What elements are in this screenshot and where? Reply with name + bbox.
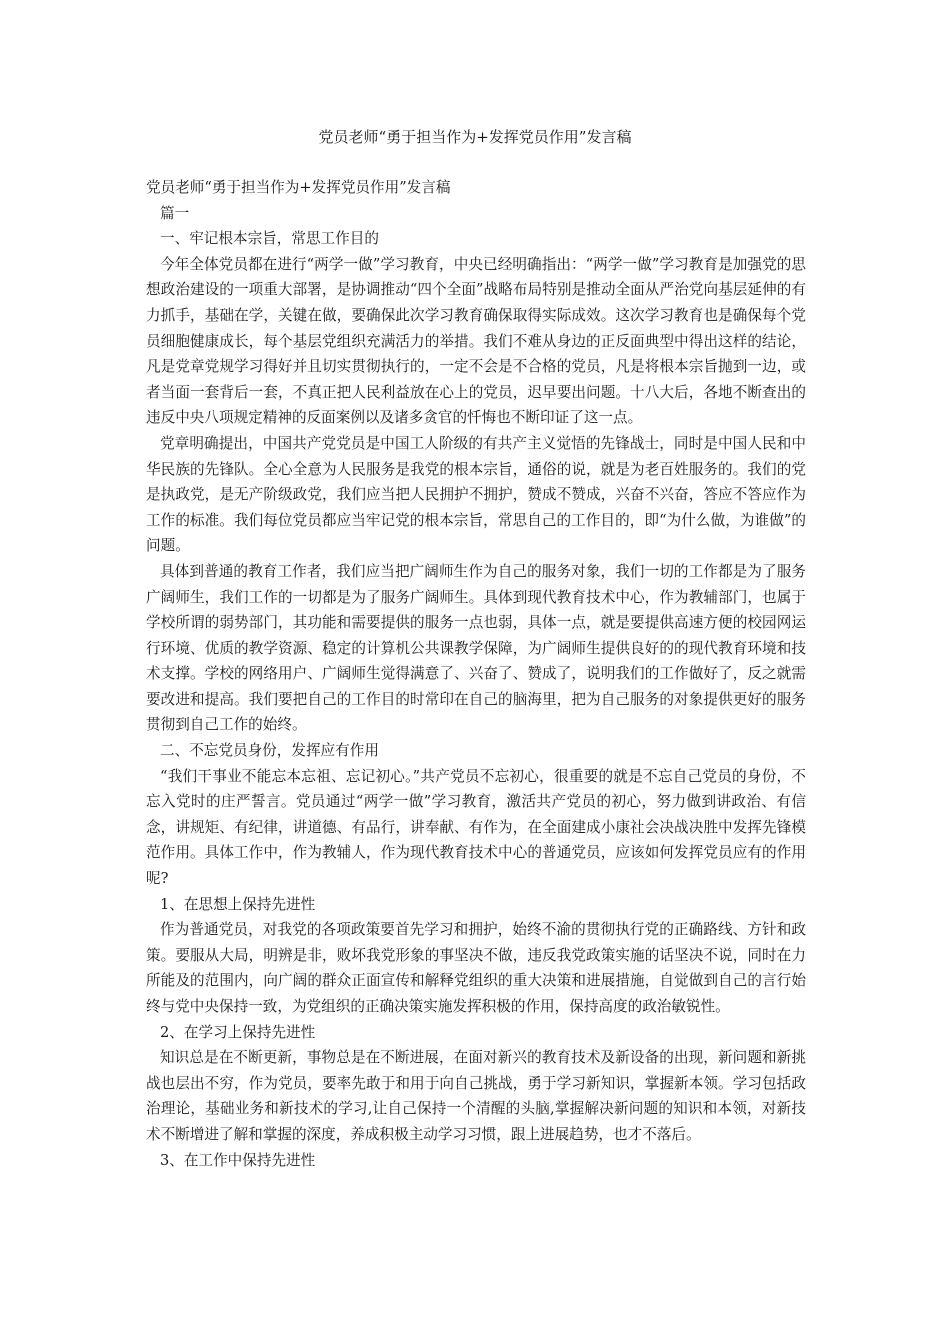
subtitle: 党员老师“勇于担当作为+发挥党员作用”发言稿 [146,179,451,196]
subsection-heading: 3、在工作中保持先进性 [160,1151,316,1169]
paragraph: “我们干事业不能忘本忘祖、忘记初心。”共产党员不忘初心，很重要的就是不忘自己党员的身份，不忘入党时的庄严誓言。党员通过“两学一做”学习教育，激活共产党员的初心，努力做到讲政治、有信念，讲规矩、有纪律，讲道德、有品行，讲奉献、有作为，在全面建成小康社会决战决胜中发挥先锋模范作用。具体工作中，作为教辅人，作为现代教育技术中心的普通党员，应该如何发挥党员应有的作用呢? [146,767,806,888]
paragraph: 今年全体党员都在进行“两学一做”学习教育，中央已经明确指出：“两学一做”学习教育是加强党的思想政治建设的一项重大部署，是协调推动“四个全面”战略布局特别是推动全面从严治党向基层延伸的有力抓手，基础在学，关键在做，要确保此次学习教育确保取得实际成效。这次学习教育也是确保每个党员细胞健康成长，每个基层党组织充满活力的举措。我们不难从身边的正反面典型中得出这样的结论，凡是党章党规学习得好并且切实贯彻执行的，一定不会是不合格的党员，凡是将根本宗旨抛到一边，或者当面一套背后一套，不真正把人民利益放在心上的党员，迟早要出问题。十八大后，各地不断查出的违反中央八项规定精神的反面案例以及诸多贪官的忏悔也不断印证了这一点。 [146,255,806,427]
section-label: 篇一 [160,204,190,222]
subsection-heading: 2、在学习上保持先进性 [160,1023,316,1041]
paragraph: 具体到普通的教育工作者，我们应当把广阔师生作为自己的服务对象，我们一切的工作都是为了服务广阔师生，我们工作的一切都是为了服务广阔师生。具体到现代教育技术中心，作为教辅部门，也属于学校所谓的弱势部门，其功能和需要提供的服务一点也弱，具体一点，就是要提供高速方便的校园网运行环境、优质的教学资源、稳定的计算机公共课教学保障，为广阔师生提供良好的的现代教育环境和技术支撑。学校的网络用户、广阔师生觉得满意了、兴奋了、赞成了，说明我们的工作做好了，反之就需要改进和提高。我们要把自己的工作目的时常印在自己的脑海里，把为自己服务的对象提供更好的服务贯彻到自己工作的始终。 [146,562,806,734]
document-body [146,175,806,1173]
document-title: 党员老师“勇于担当作为+发挥党员作用”发言稿 [318,128,632,146]
subsection-heading: 1、在思想上保持先进性 [160,895,316,913]
section-heading: 一、牢记根本宗旨，常思工作目的 [160,230,379,248]
paragraph: 知识总是在不断更新，事物总是在不断进展，在面对新兴的教育技术及新设备的出现，新问题和新挑战也层出不穷，作为党员，要率先敢于和用于向自己挑战，勇于学习新知识，掌握新本领。学习包括政治理论，基础业务和新技术的学习,让自己保持一个清醒的头脑,掌握解决新问题的知识和本领，对新技术不断增进了解和掌握的深度，养成积极主动学习习惯，跟上进展趋势，也才不落后。 [146,1049,806,1143]
paragraph: 作为普通党员，对我党的各项政策要首先学习和拥护，始终不渝的贯彻执行党的正确路线、方针和政策。要服从大局，明辨是非，败坏我党形象的事坚决不做，违反我党政策实施的话坚决不说，同时在力所能及的范围内，向广阔的群众正面宣传和解释党组织的重大决策和进展措施，自觉做到自己的言行始终与党中央保持一致，为党组织的正确决策实施发挥积极的作用，保持高度的政治敏锐性。 [146,921,806,1015]
section-heading: 二、不忘党员身份，发挥应有作用 [160,742,379,760]
paragraph: 党章明确提出，中国共产党党员是中国工人阶级的有共产主义觉悟的先锋战士，同时是中国人民和中华民族的先锋队。全心全意为人民服务是我党的根本宗旨，通俗的说，就是为老百姓服务的。我们的党是执政党，是无产阶级政党，我们应当把人民拥护不拥护，赞成不赞成，兴奋不兴奋，答应不答应作为工作的标准。我们每位党员都应当牢记党的根本宗旨，常思自己的工作目的，即“为什么做，为谁做”的问题。 [146,434,806,555]
